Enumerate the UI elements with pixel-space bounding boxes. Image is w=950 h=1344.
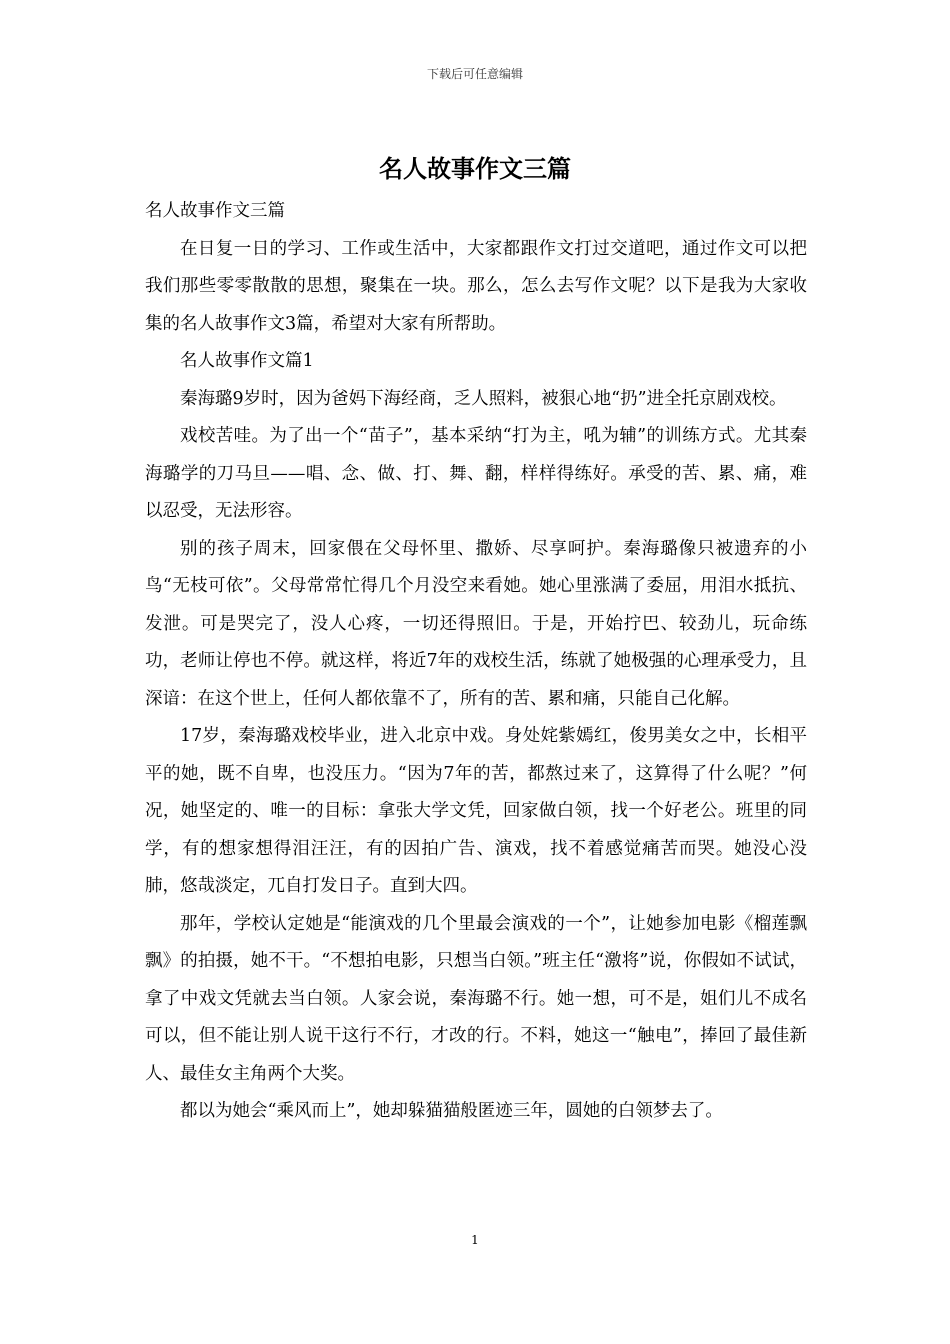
- body-paragraph: 那年，学校认定她是“能演戏的几个里最会演戏的一个”，让她参加电影《榴莲飘飘》的拍摄，她不干。“不想拍电影，只想当白领。”班主任“激将”说，你假如不试试，拿了中戏文凭就去当白领。人家会说，秦海璐不行。她一想，可不是，姐们儿不成名可以，但不能让别人说干这行不行，才改的行。不料，她这一“触电”，捧回了最佳新人、最佳女主角两个大奖。: [145, 913, 807, 1084]
- document-title: 名人故事作文三篇: [379, 154, 571, 183]
- body-paragraph: 都以为她会“乘风而上”，她却躲猫猫般匿迹三年，圆她的白领梦去了。: [180, 1101, 723, 1121]
- intro-paragraph: 在日复一日的学习、工作或生活中，大家都跟作文打过交道吧，通过作文可以把我们那些零零散散的思想，聚集在一块。那么，怎么去写作文呢？以下是我为大家收集的名人故事作文3篇，希望对大家有所帮助。: [145, 238, 807, 334]
- subtitle-paragraph: 名人故事作文三篇: [145, 201, 285, 221]
- body-paragraph: 17岁，秦海璐戏校毕业，进入北京中戏。身处姹紫嫣红，俊男美女之中，长相平平的她，既不自卑，也没压力。“因为7年的苦，都熬过来了，这算得了什么呢？”何况，她坚定的、唯一的目标：拿张大学文凭，回家做白领，找一个好老公。班里的同学，有的想家想得泪汪汪，有的因拍广告、演戏，找不着感觉痛苦而哭。她没心没肺，悠哉淡定，兀自打发日子。直到大四。: [145, 726, 807, 896]
- header-note: 下载后可任意编辑: [426, 67, 523, 81]
- body-paragraph: 戏校苦哇。为了出一个“苗子”，基本采纳“打为主，吼为辅”的训练方式。尤其秦海璐学的刀马旦——唱、念、做、打、舞、翻，样样得练好。承受的苦、累、痛，难以忍受，无法形容。: [145, 426, 807, 521]
- body-paragraph: 秦海璐9岁时，因为爸妈下海经商，乏人照料，被狠心地“扔”进全托京剧戏校。: [180, 388, 787, 409]
- document-body: [145, 193, 807, 1131]
- body-paragraph: 别的孩子周末，回家偎在父母怀里、撒娇、尽享呵护。秦海璐像只被遗弃的小鸟“无枝可依”。父母常常忙得几个月没空来看她。她心里涨满了委屈，用泪水抵抗、发泄。可是哭完了，没人心疼，一切还得照旧。于是，开始拧巴、较劲儿，玩命练功，老师让停也不停。就这样，将近7年的戏校生活，练就了她极强的心理承受力，且深谙：在这个世上，任何人都依靠不了，所有的苦、累和痛，只能自己化解。: [145, 538, 807, 709]
- section-heading: 名人故事作文篇1: [180, 351, 314, 371]
- page-number: 1: [471, 1233, 479, 1247]
